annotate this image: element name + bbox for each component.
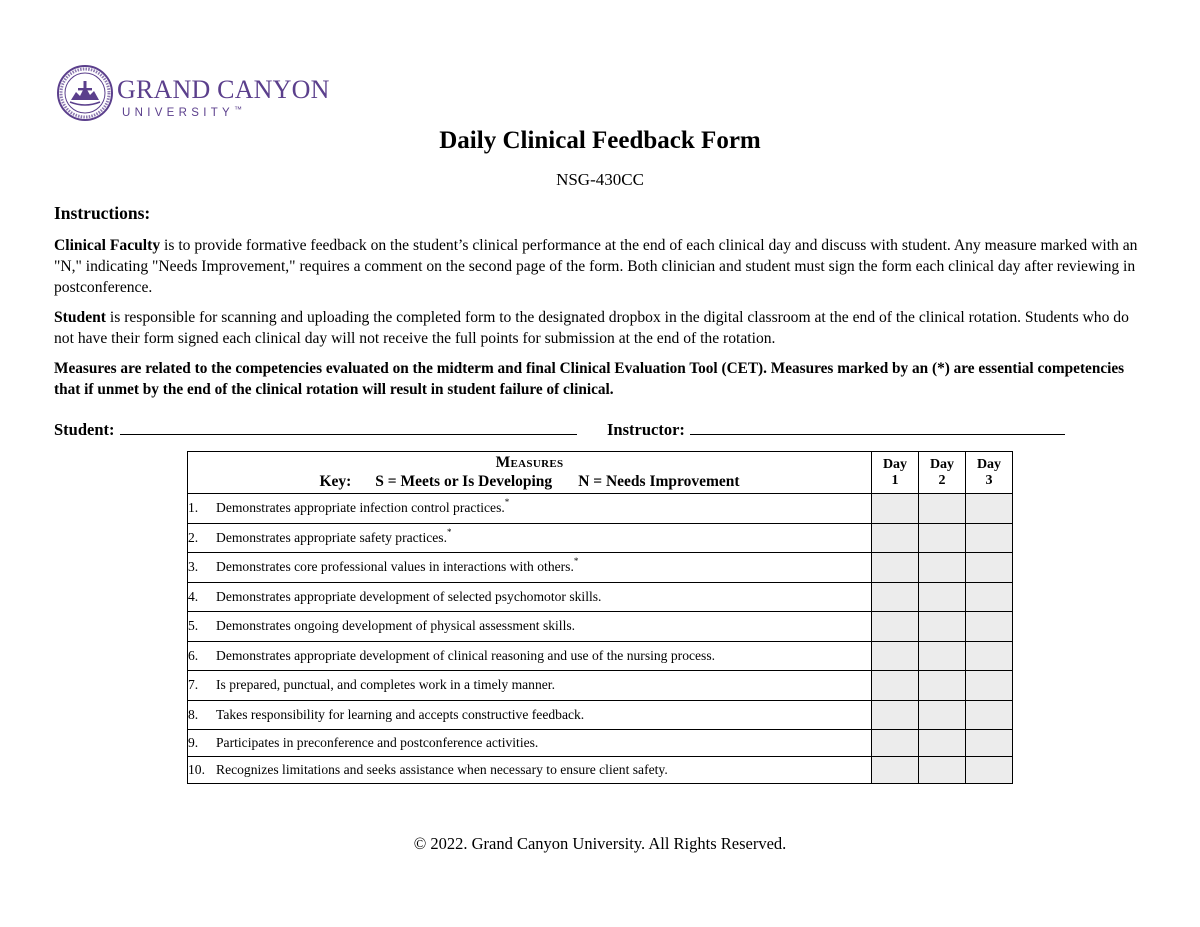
measure-description: Is prepared, punctual, and completes work in a timely manner. <box>216 677 555 693</box>
day-3-rating-cell[interactable] <box>966 612 1013 642</box>
day-1-rating-cell[interactable] <box>872 494 919 524</box>
table-row <box>188 582 1013 612</box>
measure-number: 2. <box>188 529 199 545</box>
student-signature <box>54 418 577 440</box>
measure-text <box>188 494 872 524</box>
measure-number: 6. <box>188 647 199 663</box>
measure-description: Demonstrates appropriate infection control practices. <box>216 500 505 516</box>
measure-text <box>188 700 872 730</box>
measure-description: Demonstrates appropriate development of selected psychomotor skills. <box>216 588 602 604</box>
day-3-rating-cell[interactable] <box>966 494 1013 524</box>
day-2-rating-cell[interactable] <box>919 641 966 671</box>
instructor-signature <box>607 418 1065 440</box>
day-3-header: Day 3 <box>966 452 1013 494</box>
day-1-rating-cell[interactable] <box>872 730 919 757</box>
measures-title: Measures <box>495 453 564 471</box>
logo-subtitle: UNIVERSITY™ <box>122 105 243 119</box>
table-row <box>188 523 1013 553</box>
table-row <box>188 730 1013 757</box>
measure-text <box>188 523 872 553</box>
measure-text <box>188 641 872 671</box>
table-row <box>188 671 1013 701</box>
essential-marker: * <box>504 497 510 508</box>
measures-key: Key: S = Meets or Is Developing N = Needs Improvement <box>319 472 740 490</box>
measure-number: 10. <box>188 762 205 777</box>
measure-description: Demonstrates appropriate safety practices. <box>216 529 447 545</box>
day-3-rating-cell[interactable] <box>966 553 1013 583</box>
day-2-rating-cell[interactable] <box>919 523 966 553</box>
day-2-rating-cell[interactable] <box>919 757 966 784</box>
day-2-rating-cell[interactable] <box>919 671 966 701</box>
measure-description: Takes responsibility for learning and accepts constructive feedback. <box>216 706 585 722</box>
day-2-rating-cell[interactable] <box>919 730 966 757</box>
instructor-signature-line[interactable] <box>690 418 1065 435</box>
university-logo <box>56 64 330 120</box>
table-row <box>188 700 1013 730</box>
day-1-rating-cell[interactable] <box>872 641 919 671</box>
measure-number: 5. <box>188 618 199 634</box>
measure-text <box>188 757 872 784</box>
essential-marker: * <box>447 526 452 537</box>
measure-description: Demonstrates appropriate development of clinical reasoning and use of the nursing process. <box>216 647 716 663</box>
course-code: NSG-430CC <box>556 170 644 189</box>
measure-description: Demonstrates core professional values in interactions with others. <box>216 559 574 575</box>
measure-number: 8. <box>188 706 199 722</box>
day-1-rating-cell[interactable] <box>872 757 919 784</box>
measures-header <box>188 452 872 494</box>
university-seal-icon <box>56 64 114 122</box>
measure-text <box>188 612 872 642</box>
measure-number: 9. <box>188 735 199 750</box>
day-1-rating-cell[interactable] <box>872 700 919 730</box>
table-row <box>188 612 1013 642</box>
student-instructions: Student is responsible for scanning and uploading the completed form to the designated dropbox in the digital classroom at the end of the clinical rotation. Students who do not have their form signed each clinical day will not receive the full points for submission at the end of the rotation. <box>54 309 1129 347</box>
day-3-rating-cell[interactable] <box>966 730 1013 757</box>
essential-marker: * <box>573 556 579 567</box>
measure-text <box>188 671 872 701</box>
measure-description: Participates in preconference and postconference activities. <box>216 735 539 750</box>
day-3-rating-cell[interactable] <box>966 641 1013 671</box>
faculty-instructions: Clinical Faculty is to provide formative feedback on the student’s clinical performance at the end of each clinical day and discuss with student. Any measure marked with an "N," indicating "Needs Improvement," requires a comment on the second page of the form. Both clinician and student must sign the form each clinical day after reviewing in postconference. <box>54 237 1138 296</box>
day-2-rating-cell[interactable] <box>919 582 966 612</box>
page-title: Daily Clinical Feedback Form <box>439 127 761 154</box>
table-row <box>188 641 1013 671</box>
day-2-rating-cell[interactable] <box>919 553 966 583</box>
instructor-label: Instructor: <box>607 420 685 439</box>
measure-number: 7. <box>188 677 199 693</box>
measure-description: Recognizes limitations and seeks assistance when necessary to ensure client safety. <box>216 762 668 777</box>
measures-note: Measures are related to the competencies evaluated on the midterm and final Clinical Evaluation Tool (CET). Measures marked by an (*) are essential competencies that if unmet by the end of the clinical rotation will result in student failure of clinical. <box>54 360 1125 398</box>
day-1-rating-cell[interactable] <box>872 612 919 642</box>
day-1-rating-cell[interactable] <box>872 523 919 553</box>
table-row <box>188 553 1013 583</box>
measures-table <box>187 451 1013 784</box>
day-3-rating-cell[interactable] <box>966 700 1013 730</box>
measure-text <box>188 730 872 757</box>
table-row <box>188 757 1013 784</box>
instructions-heading: Instructions: <box>54 203 151 223</box>
day-2-rating-cell[interactable] <box>919 612 966 642</box>
day-1-rating-cell[interactable] <box>872 553 919 583</box>
day-2-header: Day 2 <box>919 452 966 494</box>
student-label: Student: <box>54 420 115 439</box>
measure-text <box>188 582 872 612</box>
copyright-footer: © 2022. Grand Canyon University. All Rights Reserved. <box>413 834 787 853</box>
day-1-header: Day 1 <box>872 452 919 494</box>
measure-description: Demonstrates ongoing development of physical assessment skills. <box>216 618 576 634</box>
table-row <box>188 494 1013 524</box>
day-2-rating-cell[interactable] <box>919 700 966 730</box>
logo-name: GRAND CANYON <box>117 75 330 104</box>
student-signature-line[interactable] <box>120 418 577 435</box>
measure-number: 4. <box>188 588 199 604</box>
day-3-rating-cell[interactable] <box>966 523 1013 553</box>
measure-number: 1. <box>188 500 199 516</box>
measure-text <box>188 553 872 583</box>
day-1-rating-cell[interactable] <box>872 582 919 612</box>
day-3-rating-cell[interactable] <box>966 757 1013 784</box>
day-2-rating-cell[interactable] <box>919 494 966 524</box>
measure-number: 3. <box>188 559 199 575</box>
day-3-rating-cell[interactable] <box>966 671 1013 701</box>
day-1-rating-cell[interactable] <box>872 671 919 701</box>
day-3-rating-cell[interactable] <box>966 582 1013 612</box>
